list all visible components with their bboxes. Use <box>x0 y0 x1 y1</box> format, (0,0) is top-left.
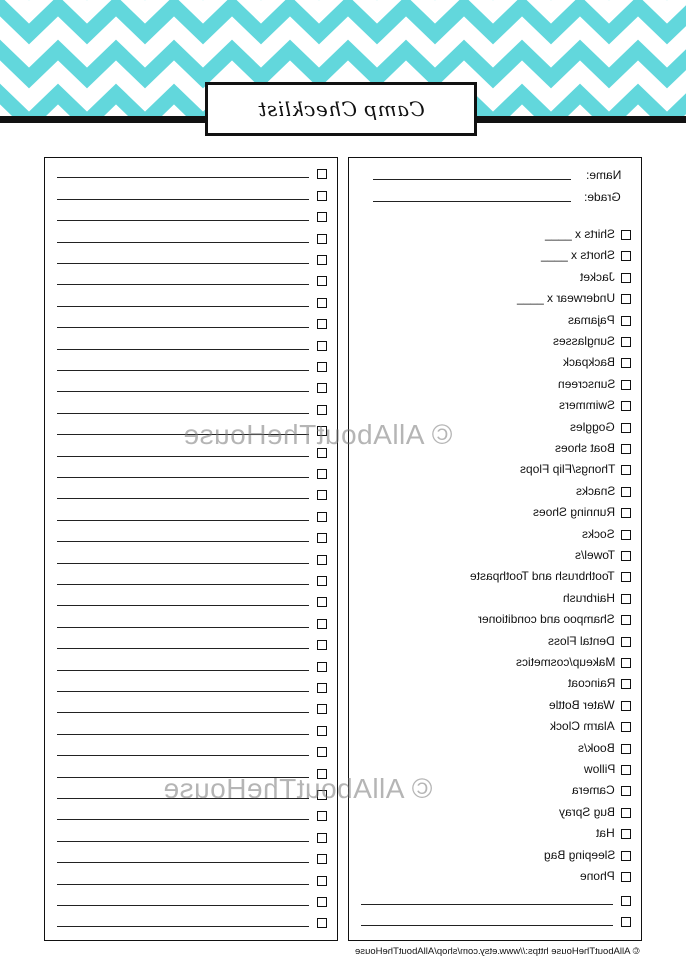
blank-row <box>45 482 337 503</box>
write-in-line[interactable] <box>361 925 613 926</box>
list-item-label: Raincoat <box>567 676 615 691</box>
checkbox[interactable] <box>621 765 631 775</box>
checkbox[interactable] <box>317 191 327 201</box>
checkbox[interactable] <box>621 829 631 839</box>
blank-row <box>45 717 337 738</box>
blank-row <box>45 525 337 546</box>
checkbox[interactable] <box>317 576 327 586</box>
list-item <box>349 331 641 352</box>
checkbox[interactable] <box>621 744 631 754</box>
watermark: © AllAboutTheHouse <box>183 419 453 450</box>
footer-credit: © AllAboutTheHouse https://www.etsy.com/shop/AllAboutTheHouse <box>355 946 640 957</box>
title-box <box>205 82 477 136</box>
list-item-label: Socks <box>582 526 615 541</box>
checkbox[interactable] <box>317 704 327 714</box>
checkbox[interactable] <box>317 533 327 543</box>
write-in-line[interactable] <box>57 819 309 820</box>
write-in-line[interactable] <box>57 541 309 542</box>
list-item-label: Pillow <box>583 762 615 776</box>
write-in-line[interactable] <box>57 841 309 842</box>
write-in-line[interactable] <box>57 884 309 885</box>
checkbox[interactable] <box>317 876 327 886</box>
list-item <box>349 716 641 737</box>
blank-row <box>45 867 337 888</box>
write-in-line[interactable] <box>57 712 309 713</box>
blank-row <box>45 889 337 910</box>
checkbox[interactable] <box>621 337 631 347</box>
checkbox[interactable] <box>317 619 327 629</box>
list-item <box>349 267 641 288</box>
blank-row <box>45 182 337 203</box>
checkbox[interactable] <box>317 512 327 522</box>
blank-row <box>45 332 337 353</box>
blank-list-panel <box>44 157 338 941</box>
write-in-line[interactable] <box>57 691 309 692</box>
checkbox[interactable] <box>317 276 327 286</box>
checkbox[interactable] <box>317 383 327 393</box>
grade-field-label: Grade: <box>584 190 621 204</box>
checkbox[interactable] <box>317 405 327 415</box>
checkbox[interactable] <box>621 615 631 625</box>
checkbox[interactable] <box>621 722 631 732</box>
list-item-label: Alarm Clock <box>550 719 615 734</box>
blank-row <box>45 247 337 268</box>
checkbox[interactable] <box>621 316 631 326</box>
checkbox[interactable] <box>621 872 631 882</box>
checkbox[interactable] <box>621 896 631 906</box>
checkbox[interactable] <box>621 594 631 604</box>
blank-row <box>45 846 337 867</box>
write-in-line[interactable] <box>57 242 309 243</box>
write-in-line[interactable] <box>57 755 309 756</box>
list-item-label: Boat shoes <box>554 441 615 455</box>
list-item-label: Water Bottle <box>549 697 615 712</box>
list-item <box>349 502 641 523</box>
write-in-line[interactable] <box>57 284 309 285</box>
list-item <box>349 866 641 887</box>
write-in-line[interactable] <box>57 370 309 371</box>
checkbox[interactable] <box>621 465 631 475</box>
checkbox[interactable] <box>621 423 631 433</box>
list-item-label: Hat <box>596 826 615 841</box>
checkbox[interactable] <box>317 234 327 244</box>
list-item <box>349 566 641 587</box>
checkbox[interactable] <box>317 918 327 928</box>
grade-field-line[interactable] <box>373 201 571 202</box>
checkbox[interactable] <box>317 597 327 607</box>
checkbox[interactable] <box>317 490 327 500</box>
list-item-label: Book/s <box>578 740 615 755</box>
list-item-label: Makeup/cosmetics <box>515 655 615 669</box>
list-item <box>349 695 641 716</box>
list-item-label: Camera <box>572 783 615 798</box>
checkbox[interactable] <box>621 380 631 390</box>
watermark: © AllAboutTheHouse <box>163 773 433 804</box>
checkbox[interactable] <box>621 294 631 304</box>
checkbox[interactable] <box>621 637 631 647</box>
list-item-label: Thongs/Flip Flops <box>519 462 615 477</box>
list-item-label: Dental Floss <box>548 633 615 648</box>
checkbox[interactable] <box>317 341 327 351</box>
list-item <box>349 823 641 844</box>
write-in-line[interactable] <box>57 498 309 499</box>
write-in-line[interactable] <box>57 563 309 564</box>
list-item-label: Snacks <box>575 483 615 498</box>
blank-row <box>45 739 337 760</box>
checkbox[interactable] <box>317 726 327 736</box>
list-item <box>349 310 641 331</box>
write-in-line[interactable] <box>57 648 309 649</box>
write-in-line[interactable] <box>57 670 309 671</box>
packing-list-panel <box>348 157 642 941</box>
checkbox[interactable] <box>621 358 631 368</box>
blank-row <box>45 289 337 310</box>
page-title: Camp Checklist <box>257 97 425 121</box>
name-field-label: Name: <box>585 168 621 182</box>
list-item <box>349 395 641 416</box>
checkbox[interactable] <box>317 469 327 479</box>
blank-row <box>45 589 337 610</box>
blank-row <box>45 268 337 289</box>
write-in-line[interactable] <box>57 199 309 200</box>
list-item-label: Shorts x ____ <box>540 248 615 263</box>
write-in-line[interactable] <box>57 391 309 392</box>
blank-row <box>45 610 337 631</box>
write-in-line[interactable] <box>57 584 309 585</box>
write-in-line[interactable] <box>57 349 309 350</box>
list-item <box>349 631 641 652</box>
list-item <box>349 673 641 694</box>
checkbox[interactable] <box>621 401 631 411</box>
blank-row <box>45 675 337 696</box>
blank-row <box>45 696 337 717</box>
checkbox[interactable] <box>621 572 631 582</box>
list-item-label: Hairbrush <box>562 590 615 605</box>
write-in-line[interactable] <box>57 327 309 328</box>
list-item <box>349 374 641 395</box>
checkbox[interactable] <box>317 255 327 265</box>
write-in-line[interactable] <box>57 220 309 221</box>
blank-row <box>45 568 337 589</box>
list-item-label: Running Shoes <box>532 505 615 520</box>
write-in-line[interactable] <box>57 520 309 521</box>
grade-field-row <box>349 184 641 206</box>
list-item-label: Goggles <box>570 419 615 434</box>
checkbox[interactable] <box>621 251 631 261</box>
checkbox[interactable] <box>317 640 327 650</box>
write-in-line[interactable] <box>57 926 309 927</box>
checkbox[interactable] <box>317 362 327 372</box>
list-item-label: Sleeping Bag <box>543 847 615 862</box>
list-item-label: Shampoo and conditioner <box>478 612 615 627</box>
checkbox[interactable] <box>621 658 631 668</box>
list-item-label: Bug Spray <box>558 804 615 819</box>
write-in-line[interactable] <box>361 904 613 905</box>
checkbox[interactable] <box>317 212 327 222</box>
blank-row <box>45 204 337 225</box>
write-in-line[interactable] <box>57 177 309 178</box>
checkbox[interactable] <box>317 298 327 308</box>
checkbox[interactable] <box>317 833 327 843</box>
blank-row <box>45 653 337 674</box>
write-in-line[interactable] <box>57 734 309 735</box>
blank-row <box>349 909 641 930</box>
list-item <box>349 802 641 823</box>
checkbox[interactable] <box>621 701 631 711</box>
list-item <box>349 609 641 630</box>
write-in-line[interactable] <box>57 413 309 414</box>
checkbox[interactable] <box>317 811 327 821</box>
blank-row <box>45 396 337 417</box>
write-in-line[interactable] <box>57 306 309 307</box>
write-in-line[interactable] <box>57 905 309 906</box>
list-item <box>349 224 641 245</box>
list-item-label: Phone <box>580 869 615 883</box>
list-item-label: Jacket <box>580 269 615 284</box>
checkbox[interactable] <box>621 508 631 518</box>
checkbox[interactable] <box>621 808 631 818</box>
name-field-line[interactable] <box>373 179 571 180</box>
list-item-label: Underwear x ____ <box>516 291 615 306</box>
blank-row <box>45 803 337 824</box>
checkbox[interactable] <box>621 679 631 689</box>
checkbox[interactable] <box>621 444 631 454</box>
write-in-line[interactable] <box>57 477 309 478</box>
checkbox[interactable] <box>317 169 327 179</box>
checkbox[interactable] <box>621 917 631 927</box>
name-field-row <box>349 162 641 184</box>
list-item <box>349 352 641 373</box>
blank-row <box>45 503 337 524</box>
checkbox[interactable] <box>317 747 327 757</box>
list-item <box>349 288 641 309</box>
blank-row <box>45 910 337 931</box>
write-in-line[interactable] <box>57 627 309 628</box>
list-item <box>349 245 641 266</box>
checkbox[interactable] <box>621 230 631 240</box>
list-item-label: Shirts x ____ <box>544 227 615 241</box>
blank-row <box>45 824 337 845</box>
write-in-line[interactable] <box>57 456 309 457</box>
checkbox[interactable] <box>621 551 631 561</box>
blank-row <box>45 311 337 332</box>
list-item-label: Swimmers <box>559 398 615 413</box>
checkbox[interactable] <box>621 487 631 497</box>
checkbox[interactable] <box>317 854 327 864</box>
list-item-label: Towel/s <box>574 548 615 562</box>
blank-row <box>45 375 337 396</box>
write-in-line[interactable] <box>57 605 309 606</box>
list-item <box>349 845 641 866</box>
list-item <box>349 524 641 545</box>
list-item-label: Sunscreen <box>557 376 615 391</box>
checkbox[interactable] <box>317 897 327 907</box>
list-item-label: Pajamas <box>568 312 615 327</box>
blank-row <box>45 161 337 182</box>
list-item <box>349 545 641 566</box>
checkbox[interactable] <box>621 851 631 861</box>
blank-row <box>45 461 337 482</box>
list-item <box>349 652 641 673</box>
write-in-line[interactable] <box>57 263 309 264</box>
checkbox[interactable] <box>317 555 327 565</box>
list-item <box>349 481 641 502</box>
list-item-label: Backpack <box>562 355 615 370</box>
blank-row <box>45 354 337 375</box>
blank-row <box>45 225 337 246</box>
write-in-line[interactable] <box>57 862 309 863</box>
list-item <box>349 459 641 480</box>
checkbox[interactable] <box>621 273 631 283</box>
list-item <box>349 738 641 759</box>
list-item <box>349 588 641 609</box>
list-item-label: Toothbrush and Toothpaste <box>470 569 615 584</box>
checkbox[interactable] <box>621 530 631 540</box>
checkbox[interactable] <box>621 786 631 796</box>
checkbox[interactable] <box>317 662 327 672</box>
checkbox[interactable] <box>317 319 327 329</box>
list-item-label: Sunglasses <box>552 334 615 348</box>
checkbox[interactable] <box>317 683 327 693</box>
blank-row <box>349 887 641 908</box>
blank-row <box>45 632 337 653</box>
blank-row <box>45 546 337 567</box>
